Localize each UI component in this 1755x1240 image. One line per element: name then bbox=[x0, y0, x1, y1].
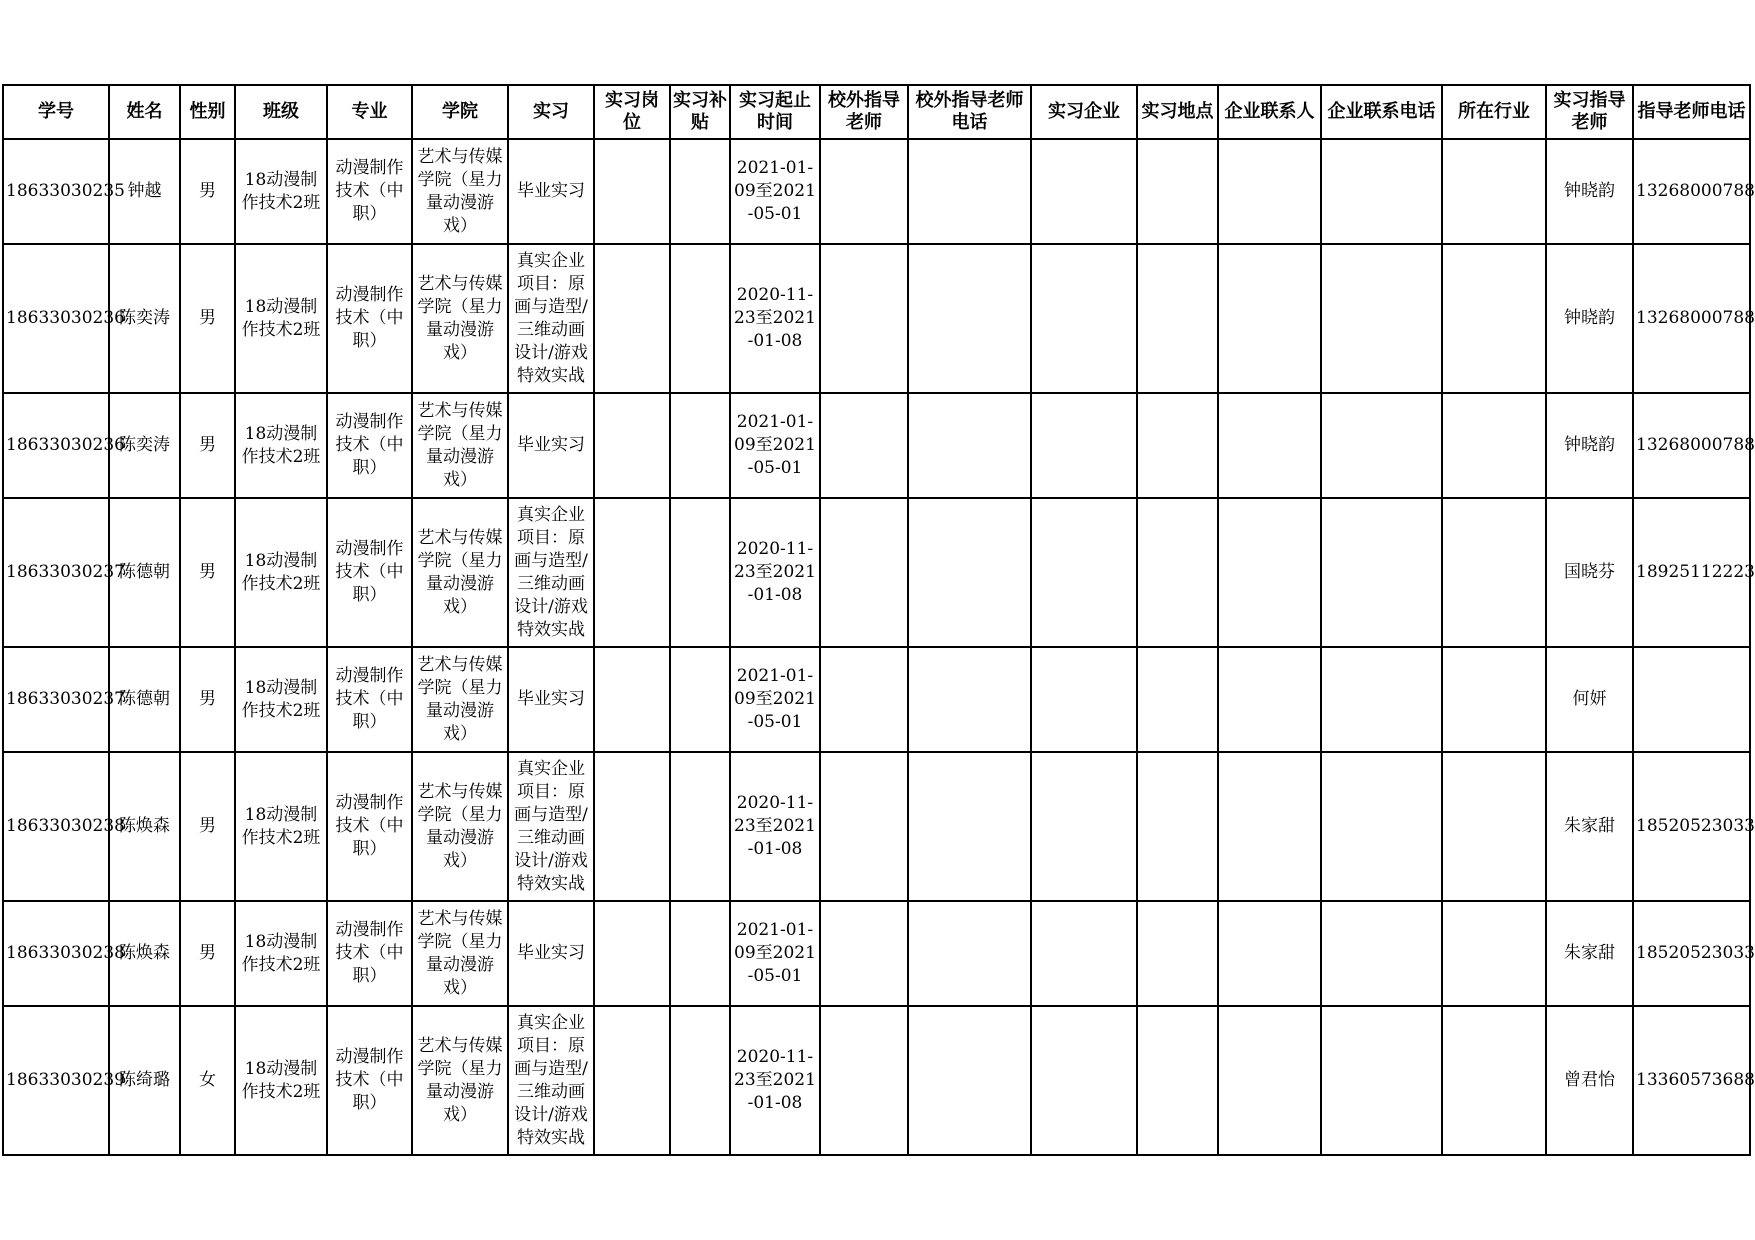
cell-major-text: 动漫制作技术（中职） bbox=[335, 412, 404, 478]
cell-student-id: 18633030237 bbox=[3, 498, 109, 647]
cell-teacher: 钟晓韵 bbox=[1546, 244, 1633, 393]
cell-gender: 男 bbox=[180, 901, 235, 1006]
cell-period-text: 2020-11-23至2021-01-08 bbox=[734, 285, 816, 351]
cell-subsidy bbox=[670, 647, 730, 752]
cell-gender: 男 bbox=[180, 498, 235, 647]
cell-location bbox=[1137, 647, 1218, 752]
cell-teacher-phone: 13268000788 bbox=[1633, 244, 1750, 393]
cell-college bbox=[412, 393, 508, 498]
col-header-contact-phone: 企业联系电话 bbox=[1321, 85, 1442, 139]
cell-contact-phone bbox=[1321, 498, 1442, 647]
cell-teacher: 何妍 bbox=[1546, 647, 1633, 752]
col-header-college: 学院 bbox=[412, 85, 508, 139]
cell-subsidy bbox=[670, 139, 730, 244]
cell-contact bbox=[1218, 901, 1321, 1006]
cell-period-text: 2021-01-09至2021-05-01 bbox=[734, 158, 816, 224]
cell-teacher: 朱家甜 bbox=[1546, 901, 1633, 1006]
cell-teacher-phone: 13268000788 bbox=[1633, 393, 1750, 498]
cell-period-text: 2020-11-23至2021-01-08 bbox=[734, 1047, 816, 1113]
col-header-contact: 企业联系人 bbox=[1218, 85, 1321, 139]
table-row bbox=[3, 752, 1750, 901]
cell-major-text: 动漫制作技术（中职） bbox=[335, 158, 404, 224]
cell-major-text: 动漫制作技术（中职） bbox=[335, 285, 404, 351]
cell-class bbox=[235, 139, 327, 244]
cell-internship bbox=[508, 244, 594, 393]
internship-table bbox=[2, 84, 1755, 1156]
cell-contact bbox=[1218, 752, 1321, 901]
cell-major-text: 动漫制作技术（中职） bbox=[335, 920, 404, 986]
col-header-ext-teacher-phone: 校外指导老师电话 bbox=[908, 85, 1031, 139]
cell-location bbox=[1137, 139, 1218, 244]
cell-contact-phone bbox=[1321, 1006, 1442, 1155]
col-header-class: 班级 bbox=[235, 85, 327, 139]
cell-position bbox=[594, 244, 670, 393]
cell-major bbox=[327, 498, 412, 647]
cell-class-text: 18动漫制作技术2班 bbox=[241, 169, 321, 213]
cell-location bbox=[1137, 752, 1218, 901]
cell-ext-teacher-phone bbox=[908, 647, 1031, 752]
cell-period bbox=[730, 901, 820, 1006]
col-header-company: 实习企业 bbox=[1031, 85, 1137, 139]
table-row bbox=[3, 498, 1750, 647]
cell-gender: 男 bbox=[180, 752, 235, 901]
cell-class bbox=[235, 1006, 327, 1155]
cell-contact bbox=[1218, 1006, 1321, 1155]
cell-industry bbox=[1442, 139, 1546, 244]
cell-teacher-phone: 13360573688 bbox=[1633, 1006, 1750, 1155]
table-body bbox=[3, 139, 1755, 1155]
cell-gender: 男 bbox=[180, 139, 235, 244]
cell-period bbox=[730, 393, 820, 498]
cell-class-text: 18动漫制作技术2班 bbox=[241, 1058, 321, 1102]
cell-period-text: 2021-01-09至2021-05-01 bbox=[734, 666, 816, 732]
cell-ext-teacher bbox=[820, 752, 908, 901]
cell-college bbox=[412, 647, 508, 752]
cell-teacher: 国晓芬 bbox=[1546, 498, 1633, 647]
cell-college bbox=[412, 752, 508, 901]
cell-contact bbox=[1218, 139, 1321, 244]
cell-position bbox=[594, 498, 670, 647]
cell-contact-phone bbox=[1321, 244, 1442, 393]
cell-class bbox=[235, 901, 327, 1006]
cell-name: 陈焕森 bbox=[109, 752, 180, 901]
cell-internship-text: 毕业实习 bbox=[517, 689, 585, 709]
cell-major-text: 动漫制作技术（中职） bbox=[335, 793, 404, 859]
cell-internship-text: 真实企业项目：原画与造型/三维动画设计/游戏特效实战 bbox=[514, 1012, 588, 1148]
cell-class bbox=[235, 393, 327, 498]
cell-internship bbox=[508, 1006, 594, 1155]
cell-name: 陈奕涛 bbox=[109, 393, 180, 498]
cell-contact-phone bbox=[1321, 752, 1442, 901]
cell-major bbox=[327, 244, 412, 393]
cell-company bbox=[1031, 244, 1137, 393]
cell-ext-teacher-phone bbox=[908, 393, 1031, 498]
cell-subsidy bbox=[670, 498, 730, 647]
cell-contact-phone bbox=[1321, 901, 1442, 1006]
cell-internship bbox=[508, 901, 594, 1006]
cell-subsidy bbox=[670, 393, 730, 498]
cell-company bbox=[1031, 393, 1137, 498]
cell-internship bbox=[508, 139, 594, 244]
cell-student-id: 18633030238 bbox=[3, 901, 109, 1006]
cell-industry bbox=[1442, 1006, 1546, 1155]
cell-internship-text: 毕业实习 bbox=[517, 943, 585, 963]
cell-college-text: 艺术与传媒学院（星力量动漫游戏） bbox=[417, 654, 503, 744]
cell-major bbox=[327, 901, 412, 1006]
cell-college-text: 艺术与传媒学院（星力量动漫游戏） bbox=[417, 527, 503, 617]
col-header-teacher: 实习指导老师 bbox=[1546, 85, 1633, 139]
cell-college-text: 艺术与传媒学院（星力量动漫游戏） bbox=[417, 400, 503, 490]
cell-ext-teacher-phone bbox=[908, 1006, 1031, 1155]
cell-class bbox=[235, 498, 327, 647]
cell-major bbox=[327, 752, 412, 901]
cell-major bbox=[327, 1006, 412, 1155]
cell-period bbox=[730, 647, 820, 752]
cell-class bbox=[235, 244, 327, 393]
cell-college bbox=[412, 901, 508, 1006]
cell-period-text: 2021-01-09至2021-05-01 bbox=[734, 412, 816, 478]
cell-location bbox=[1137, 901, 1218, 1006]
cell-industry bbox=[1442, 498, 1546, 647]
cell-ext-teacher bbox=[820, 393, 908, 498]
cell-college bbox=[412, 244, 508, 393]
cell-subsidy bbox=[670, 1006, 730, 1155]
table-row bbox=[3, 647, 1750, 752]
cell-period-text: 2020-11-23至2021-01-08 bbox=[734, 793, 816, 859]
cell-position bbox=[594, 1006, 670, 1155]
cell-period bbox=[730, 1006, 820, 1155]
cell-name: 陈德朝 bbox=[109, 647, 180, 752]
cell-ext-teacher-phone bbox=[908, 498, 1031, 647]
cell-gender: 男 bbox=[180, 393, 235, 498]
cell-student-id: 18633030238 bbox=[3, 752, 109, 901]
cell-gender: 男 bbox=[180, 647, 235, 752]
header-row bbox=[3, 85, 1750, 139]
col-header-subsidy: 实习补贴 bbox=[670, 85, 730, 139]
col-header-ext-teacher: 校外指导老师 bbox=[820, 85, 908, 139]
cell-college bbox=[412, 498, 508, 647]
cell-location bbox=[1137, 1006, 1218, 1155]
cell-internship-text: 真实企业项目：原画与造型/三维动画设计/游戏特效实战 bbox=[514, 250, 588, 386]
cell-company bbox=[1031, 647, 1137, 752]
cell-name: 陈奕涛 bbox=[109, 244, 180, 393]
cell-ext-teacher-phone bbox=[908, 752, 1031, 901]
col-header-industry: 所在行业 bbox=[1442, 85, 1546, 139]
col-header-location: 实习地点 bbox=[1137, 85, 1218, 139]
cell-class-text: 18动漫制作技术2班 bbox=[241, 423, 321, 467]
cell-college bbox=[412, 139, 508, 244]
table-row bbox=[3, 1006, 1750, 1155]
cell-industry bbox=[1442, 901, 1546, 1006]
cell-college-text: 艺术与传媒学院（星力量动漫游戏） bbox=[417, 273, 503, 363]
cell-student-id: 18633030239 bbox=[3, 1006, 109, 1155]
cell-company bbox=[1031, 498, 1137, 647]
cell-class-text: 18动漫制作技术2班 bbox=[241, 550, 321, 594]
cell-ext-teacher bbox=[820, 1006, 908, 1155]
cell-gender: 男 bbox=[180, 244, 235, 393]
cell-internship-text: 毕业实习 bbox=[517, 181, 585, 201]
col-header-position: 实习岗位 bbox=[594, 85, 670, 139]
cell-student-id: 18633030235 bbox=[3, 139, 109, 244]
cell-college-text: 艺术与传媒学院（星力量动漫游戏） bbox=[417, 908, 503, 998]
cell-ext-teacher bbox=[820, 901, 908, 1006]
col-header-name: 姓名 bbox=[109, 85, 180, 139]
cell-contact bbox=[1218, 393, 1321, 498]
cell-subsidy bbox=[670, 901, 730, 1006]
cell-contact bbox=[1218, 244, 1321, 393]
cell-student-id: 18633030236 bbox=[3, 393, 109, 498]
cell-ext-teacher bbox=[820, 244, 908, 393]
cell-company bbox=[1031, 752, 1137, 901]
cell-contact bbox=[1218, 647, 1321, 752]
cell-major-text: 动漫制作技术（中职） bbox=[335, 1047, 404, 1113]
cell-student-id: 18633030237 bbox=[3, 647, 109, 752]
cell-internship bbox=[508, 647, 594, 752]
cell-internship-text: 真实企业项目：原画与造型/三维动画设计/游戏特效实战 bbox=[514, 504, 588, 640]
cell-major-text: 动漫制作技术（中职） bbox=[335, 539, 404, 605]
cell-internship bbox=[508, 393, 594, 498]
cell-ext-teacher-phone bbox=[908, 139, 1031, 244]
cell-internship bbox=[508, 752, 594, 901]
cell-location bbox=[1137, 244, 1218, 393]
cell-position bbox=[594, 139, 670, 244]
cell-major-text: 动漫制作技术（中职） bbox=[335, 666, 404, 732]
cell-industry bbox=[1442, 244, 1546, 393]
col-header-period: 实习起止时间 bbox=[730, 85, 820, 139]
cell-class-text: 18动漫制作技术2班 bbox=[241, 804, 321, 848]
col-header-major: 专业 bbox=[327, 85, 412, 139]
cell-ext-teacher bbox=[820, 498, 908, 647]
cell-position bbox=[594, 752, 670, 901]
cell-location bbox=[1137, 498, 1218, 647]
cell-name: 陈绮璐 bbox=[109, 1006, 180, 1155]
cell-internship-text: 毕业实习 bbox=[517, 435, 585, 455]
cell-teacher-phone: 18520523033 bbox=[1633, 901, 1750, 1006]
cell-internship-text: 真实企业项目：原画与造型/三维动画设计/游戏特效实战 bbox=[514, 758, 588, 894]
cell-gender: 女 bbox=[180, 1006, 235, 1155]
cell-major bbox=[327, 393, 412, 498]
cell-class-text: 18动漫制作技术2班 bbox=[241, 296, 321, 340]
cell-student-id: 18633030236 bbox=[3, 244, 109, 393]
cell-industry bbox=[1442, 393, 1546, 498]
table-row bbox=[3, 901, 1750, 1006]
cell-company bbox=[1031, 1006, 1137, 1155]
cell-teacher: 钟晓韵 bbox=[1546, 139, 1633, 244]
cell-position bbox=[594, 647, 670, 752]
cell-college-text: 艺术与传媒学院（星力量动漫游戏） bbox=[417, 1035, 503, 1125]
cell-position bbox=[594, 393, 670, 498]
cell-position bbox=[594, 901, 670, 1006]
cell-period bbox=[730, 139, 820, 244]
cell-college bbox=[412, 1006, 508, 1155]
table-row bbox=[3, 244, 1750, 393]
cell-period-text: 2020-11-23至2021-01-08 bbox=[734, 539, 816, 605]
col-header-teacher-phone: 指导老师电话 bbox=[1633, 85, 1750, 139]
cell-major bbox=[327, 647, 412, 752]
cell-class bbox=[235, 647, 327, 752]
table-row bbox=[3, 393, 1750, 498]
cell-period bbox=[730, 752, 820, 901]
cell-internship bbox=[508, 498, 594, 647]
cell-ext-teacher bbox=[820, 647, 908, 752]
cell-industry bbox=[1442, 647, 1546, 752]
cell-teacher: 朱家甜 bbox=[1546, 752, 1633, 901]
cell-teacher: 钟晓韵 bbox=[1546, 393, 1633, 498]
cell-period-text: 2021-01-09至2021-05-01 bbox=[734, 920, 816, 986]
cell-class bbox=[235, 752, 327, 901]
cell-teacher-phone bbox=[1633, 647, 1750, 752]
cell-subsidy bbox=[670, 752, 730, 901]
cell-teacher-phone: 18925112223 bbox=[1633, 498, 1750, 647]
cell-contact-phone bbox=[1321, 393, 1442, 498]
cell-class-text: 18动漫制作技术2班 bbox=[241, 677, 321, 721]
cell-company bbox=[1031, 901, 1137, 1006]
cell-contact bbox=[1218, 498, 1321, 647]
cell-industry bbox=[1442, 752, 1546, 901]
cell-name: 陈焕森 bbox=[109, 901, 180, 1006]
col-header-internship: 实习 bbox=[508, 85, 594, 139]
cell-college-text: 艺术与传媒学院（星力量动漫游戏） bbox=[417, 781, 503, 871]
cell-period bbox=[730, 244, 820, 393]
table-row bbox=[3, 139, 1750, 244]
cell-teacher-phone: 13268000788 bbox=[1633, 139, 1750, 244]
cell-college-text: 艺术与传媒学院（星力量动漫游戏） bbox=[417, 146, 503, 236]
col-header-gender: 性别 bbox=[180, 85, 235, 139]
cell-location bbox=[1137, 393, 1218, 498]
cell-ext-teacher bbox=[820, 139, 908, 244]
cell-name: 陈德朝 bbox=[109, 498, 180, 647]
cell-ext-teacher-phone bbox=[908, 244, 1031, 393]
cell-subsidy bbox=[670, 244, 730, 393]
cell-teacher: 曾君怡 bbox=[1546, 1006, 1633, 1155]
cell-contact-phone bbox=[1321, 139, 1442, 244]
cell-company bbox=[1031, 139, 1137, 244]
cell-ext-teacher-phone bbox=[908, 901, 1031, 1006]
cell-contact-phone bbox=[1321, 647, 1442, 752]
col-header-student-id: 学号 bbox=[3, 85, 109, 139]
cell-name: 钟越 bbox=[109, 139, 180, 244]
cell-period bbox=[730, 498, 820, 647]
cell-major bbox=[327, 139, 412, 244]
cell-teacher-phone: 18520523033 bbox=[1633, 752, 1750, 901]
cell-class-text: 18动漫制作技术2班 bbox=[241, 931, 321, 975]
